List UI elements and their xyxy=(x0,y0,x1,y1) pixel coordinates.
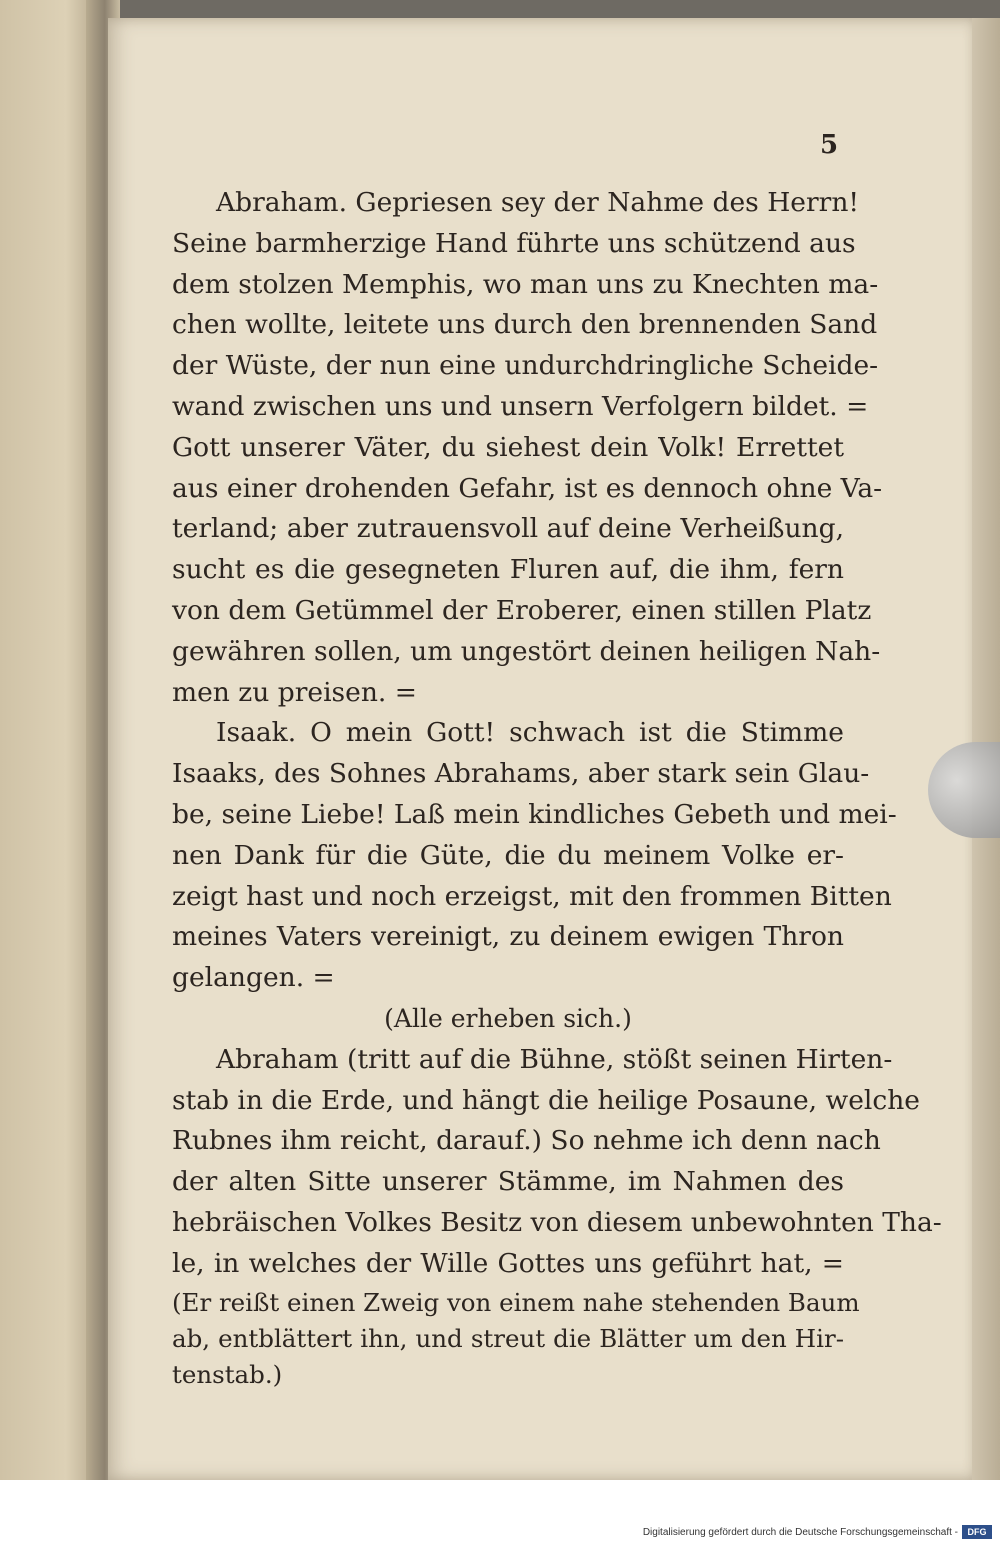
text-line: Abraham (tritt auf die Bühne, stößt seinen Hirten- xyxy=(216,1043,893,1075)
text-line: men zu preisen. = xyxy=(172,676,417,708)
text-line: nen Dank für die Güte, die du meinem Volke er- xyxy=(172,839,844,871)
text-line: ab, entblättert ihn, und streut die Blätter um den Hir- xyxy=(172,1323,844,1353)
page-text xyxy=(172,183,942,1393)
text-line: be, seine Liebe! Laß mein kindliches Gebeth und mei- xyxy=(172,798,897,830)
text-line: chen wollte, leitete uns durch den brennenden Sand xyxy=(172,309,878,341)
text-line: wand zwischen uns und unsern Verfolgern bildet. = xyxy=(172,390,869,422)
text-line: der alten Sitte unserer Stämme, im Nahmen des xyxy=(172,1166,844,1198)
text-line: tenstab.) xyxy=(172,1359,283,1389)
text-line: Rubnes ihm reicht, darauf.) So nehme ich denn nach xyxy=(172,1125,881,1157)
text-line: Abraham. Gepriesen sey der Nahme des Herrn! xyxy=(216,187,860,218)
text-line: hebräischen Volkes Besitz von diesem unbewohnten Tha- xyxy=(172,1206,942,1238)
text-line: terland; aber zutrauensvoll auf deine Verheißung, xyxy=(172,513,844,545)
text-line: von dem Getümmel der Eroberer, einen stillen Platz xyxy=(172,594,872,626)
text-line: le, in welches der Wille Gottes uns geführt hat, = xyxy=(172,1247,844,1279)
text-line: dem stolzen Memphis, wo man uns zu Knechten ma- xyxy=(172,268,879,300)
dfg-logo: DFG xyxy=(962,1525,992,1539)
text-line: aus einer drohenden Gefahr, ist es dennoch ohne Va- xyxy=(172,472,883,504)
stage-direction: (Alle erheben sich.) xyxy=(384,1003,632,1033)
text-line: Isaaks, des Sohnes Abrahams, aber stark sein Glau- xyxy=(172,758,870,790)
text-line: sucht es die gesegneten Fluren auf, die ihm, fern xyxy=(172,554,844,586)
text-line: (Er reißt einen Zweig von einem nahe stehenden Baum xyxy=(172,1287,860,1317)
footer-credit: Digitalisierung gefördert durch die Deutsche Forschungsgemeinschaft - xyxy=(642,1527,958,1538)
page-number: 5 xyxy=(820,130,839,160)
text-line: Isaak. O mein Gott! schwach ist die Stimme xyxy=(216,717,844,749)
text-line: gewähren sollen, um ungestört deinen heiligen Nah- xyxy=(172,635,881,667)
text-line: zeigt hast und noch erzeigst, mit den frommen Bitten xyxy=(172,880,892,912)
text-line: Gott unserer Väter, du siehest dein Volk! Errettet xyxy=(172,431,844,463)
text-line: Seine barmherzige Hand führte uns schützend aus xyxy=(172,227,856,259)
text-line: gelangen. = xyxy=(172,962,335,994)
text-line: meines Vaters vereinigt, zu deinem ewigen Thron xyxy=(172,921,844,953)
text-line: der Wüste, der nun eine undurchdringliche Scheide- xyxy=(172,350,879,382)
text-line: stab in die Erde, und hängt die heilige Posaune, welche xyxy=(172,1084,920,1116)
